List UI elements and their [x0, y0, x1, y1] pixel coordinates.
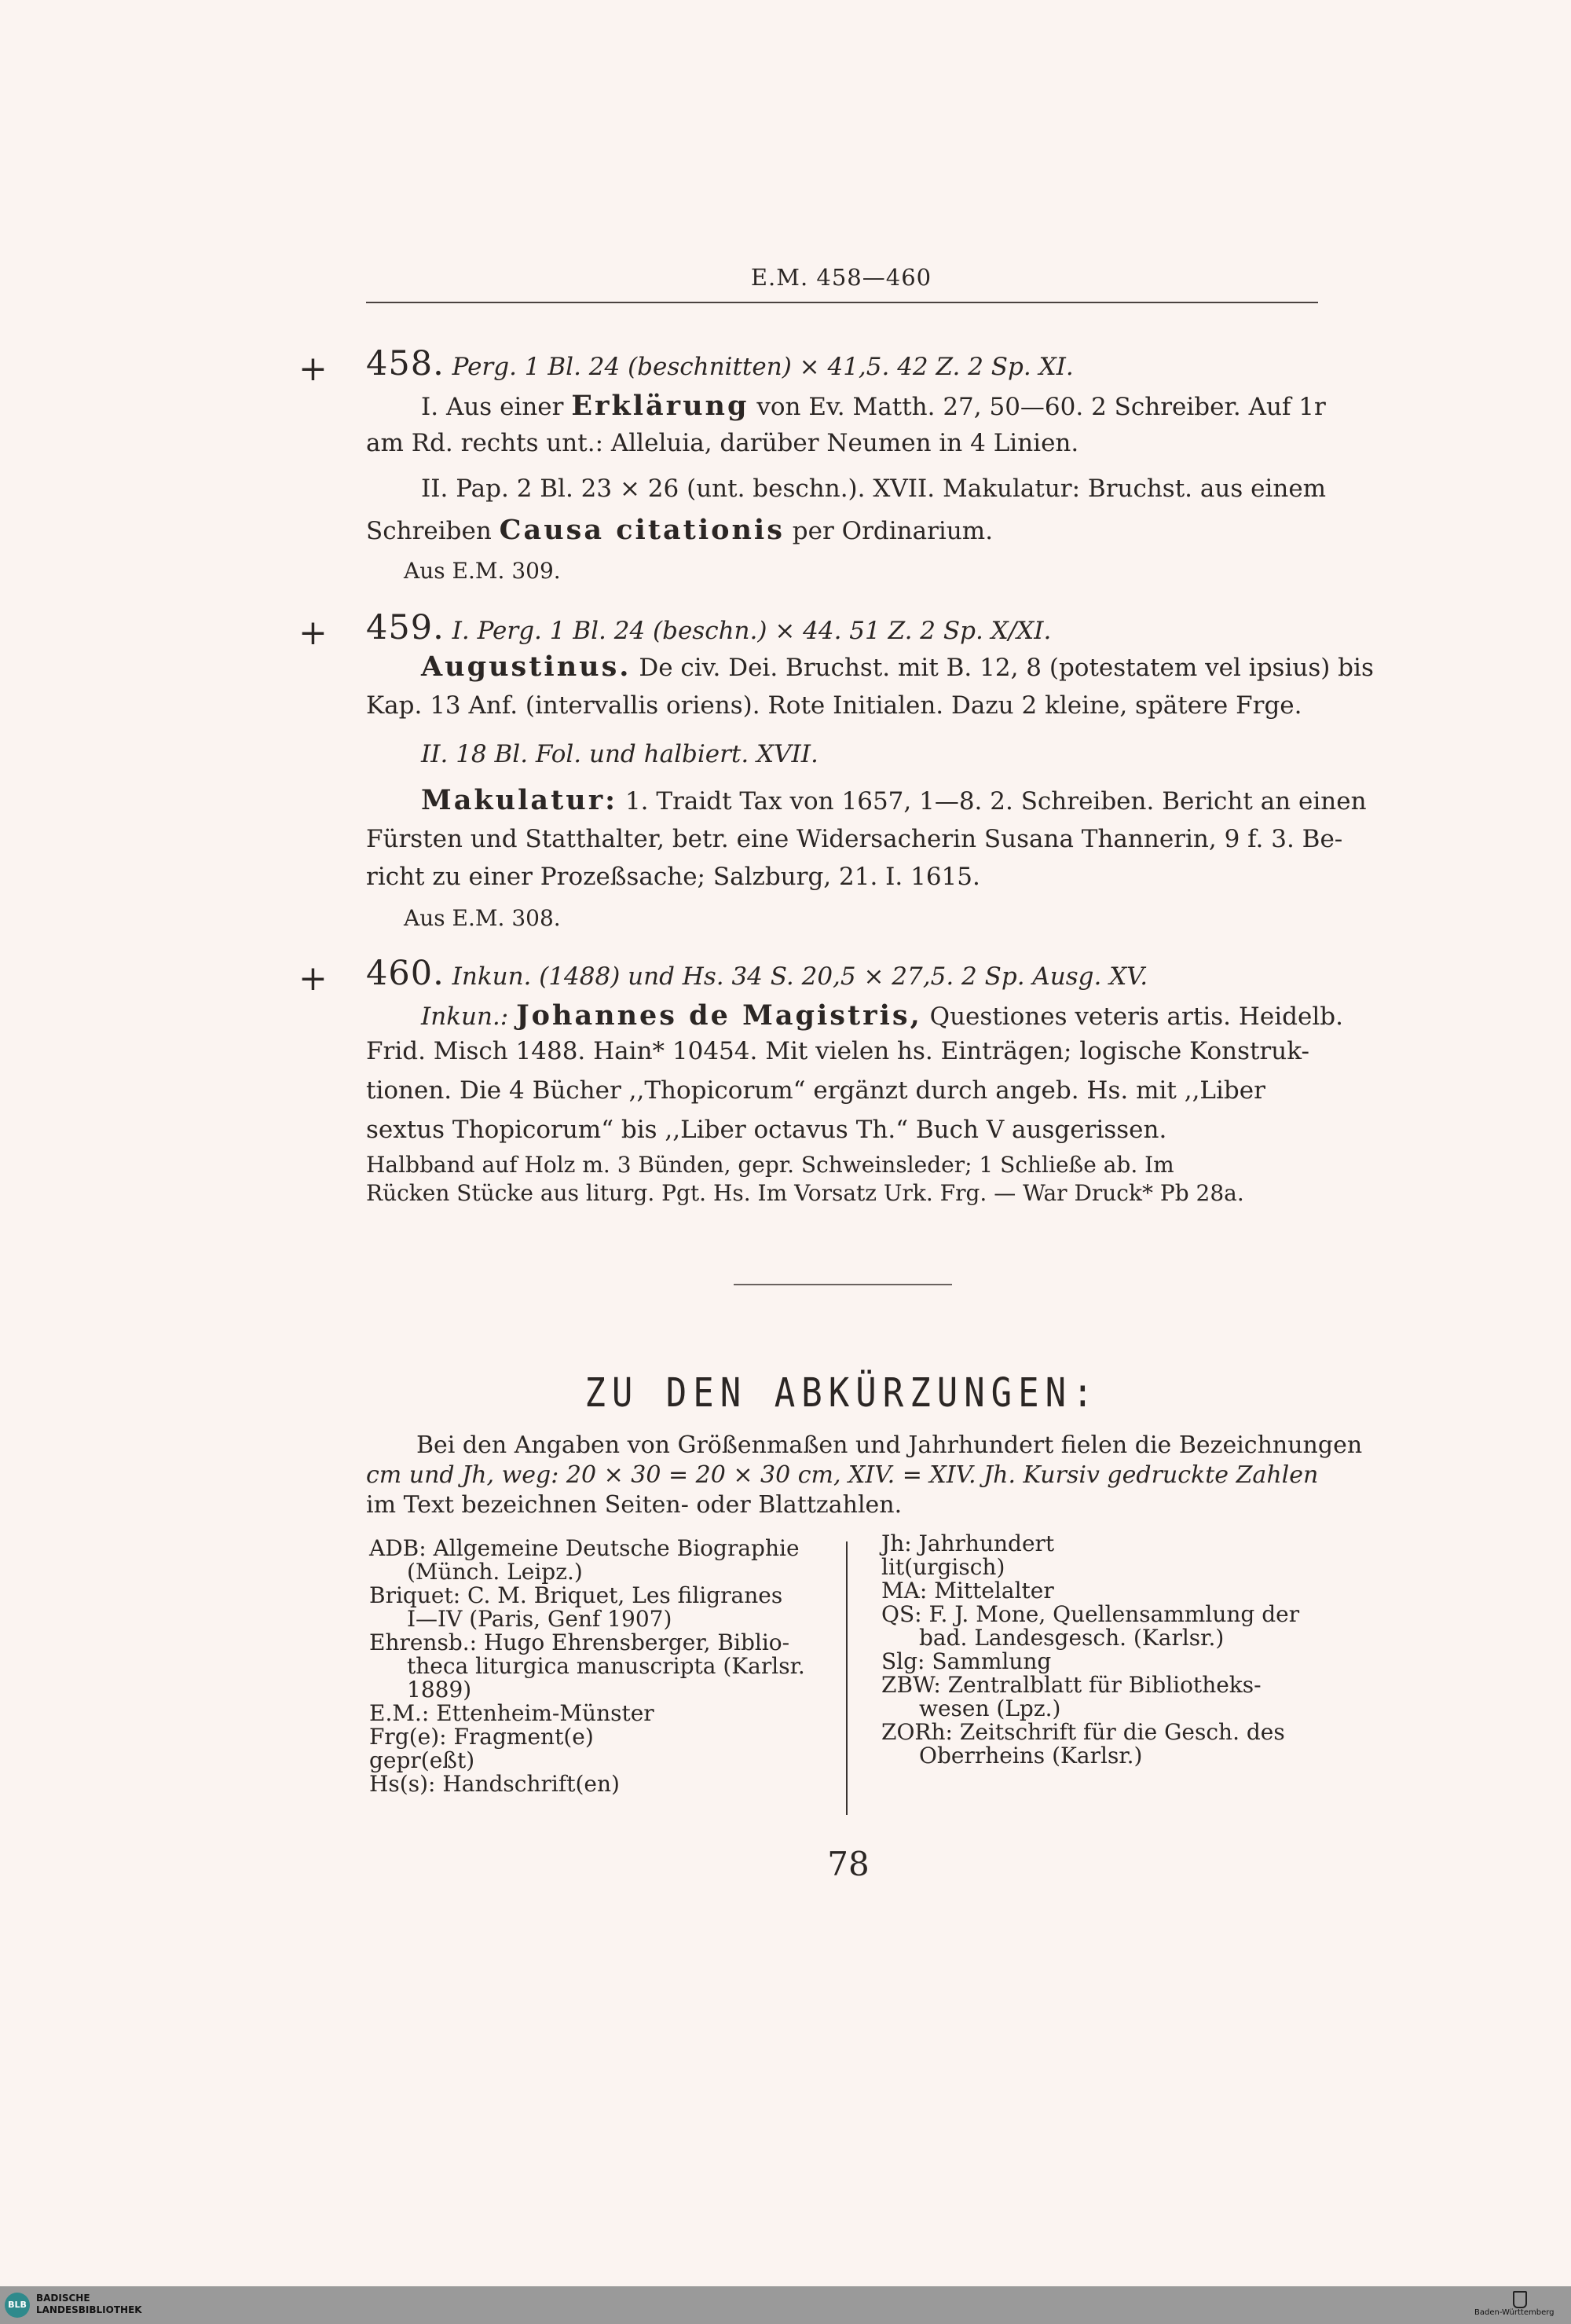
abbreviation-line: MA: Mittelalter: [881, 1578, 1054, 1604]
entry-459-p3-line3: richt zu einer Prozeßsache; Salzburg, 21. I. 1615.: [366, 863, 980, 891]
entry-458-text: I. Aus einer: [421, 393, 564, 421]
abbreviation-line: bad. Landesgesch. (Karlsr.): [919, 1625, 1225, 1651]
entry-459-heading-line: [366, 608, 1051, 647]
entry-458-p2-line1: II. Pap. 2 Bl. 23 × 26 (unt. beschn.). XVII. Makulatur: Bruchst. aus einem: [421, 475, 1327, 503]
library-name: [36, 2293, 142, 2316]
abbreviations-intro-line3: im Text bezeichnen Seiten- oder Blattzahlen.: [366, 1491, 903, 1519]
entry-458-text: von Ev. Matth. 27, 50—60. 2 Schreiber. Auf 1r: [756, 393, 1326, 421]
entry-460-p1-line4: sextus Thopicorum“ bis ,,Liber octavus Th.“ Buch V ausgerissen.: [366, 1116, 1167, 1144]
entry-459-title: Augustinus.: [421, 651, 632, 683]
abbreviation-line: wesen (Lpz.): [919, 1695, 1061, 1721]
abbreviations-intro-line2: cm und Jh, weg: 20 × 30 = 20 × 30 cm, XIV. = XIV. Jh. Kursiv gedruckte Zahlen: [366, 1461, 1319, 1489]
abbreviation-line: gepr(eßt): [369, 1747, 475, 1773]
footer-bar: [0, 2286, 1571, 2324]
entry-460-mark: +: [298, 959, 328, 999]
entry-460-heading-line: [366, 954, 1148, 993]
abbreviation-line: Hs(s): Handschrift(en): [369, 1771, 620, 1797]
abbreviations-left-column: [369, 1537, 805, 1796]
abbreviation-line: E.M.: Ettenheim-Münster: [369, 1700, 654, 1726]
entry-460-p2-line2: Rücken Stücke aus liturg. Pgt. Hs. Im Vorsatz Urk. Frg. — War Druck* Pb 28a.: [366, 1180, 1244, 1206]
entry-458-source: Aus E.M. 309.: [404, 558, 561, 584]
running-header: E.M. 458—460: [750, 264, 932, 291]
entry-460-title: Johannes de Magistris,: [516, 999, 922, 1032]
entry-459-source: Aus E.M. 308.: [404, 905, 561, 931]
entry-460-text: Inkun.:: [421, 1003, 509, 1031]
abbreviation-line: theca liturgica manuscripta (Karlsr.: [407, 1653, 805, 1679]
entry-459-p1-line1: [421, 651, 1374, 683]
entry-458-title: Erklärung: [571, 390, 749, 422]
abbreviation-line: (Münch. Leipz.): [407, 1559, 583, 1585]
entry-458-number: 458.: [366, 344, 445, 383]
entry-459-text: De civ. Dei. Bruchst. mit B. 12, 8 (potestatem vel ipsius) bis: [639, 654, 1374, 682]
abbreviation-line: ZBW: Zentralblatt für Bibliotheks-: [881, 1672, 1262, 1698]
abbreviation-line: lit(urgisch): [881, 1554, 1005, 1580]
abbreviation-line: I—IV (Paris, Genf 1907): [407, 1606, 672, 1632]
abbreviation-line: Slg: Sammlung: [881, 1648, 1052, 1674]
abbreviation-line: Briquet: C. M. Briquet, Les filigranes: [369, 1582, 783, 1608]
abbreviations-title: ZU DEN ABKÜRZUNGEN:: [584, 1370, 1100, 1417]
entry-460-number: 460.: [366, 954, 445, 993]
page-number: 78: [827, 1845, 870, 1883]
entry-460-p1-line2: Frid. Misch 1488. Hain* 10454. Mit vielen hs. Einträgen; logische Konstruk-: [366, 1037, 1309, 1065]
entry-459-number: 459.: [366, 608, 445, 647]
library-logo: BLB: [5, 2293, 30, 2318]
region-label: Baden-Württemberg: [1474, 2308, 1555, 2317]
entry-458-p1-line2: am Rd. rechts unt.: Alleluia, darüber Neumen in 4 Linien.: [366, 429, 1079, 457]
entry-458-title: Causa citationis: [499, 514, 785, 546]
abbreviation-line: Oberrheins (Karlsr.): [919, 1743, 1143, 1769]
section-divider: [734, 1284, 952, 1285]
coat-of-arms-icon: [1513, 2291, 1527, 2308]
entry-460-p1-line3: tionen. Die 4 Bücher ,,Thopicorum“ ergänzt durch angeb. Hs. mit ,,Liber: [366, 1076, 1265, 1105]
library-name-line1: BADISCHE: [36, 2293, 90, 2304]
entry-459-text: 1. Traidt Tax von 1657, 1—8. 2. Schreiben. Bericht an einen: [624, 787, 1367, 816]
abbreviation-line: ZORh: Zeitschrift für die Gesch. des: [881, 1719, 1285, 1745]
entry-459-heading: I. Perg. 1 Bl. 24 (beschn.) × 44. 51 Z. 2 Sp. X/XI.: [452, 617, 1052, 645]
entry-459-p1-line2: Kap. 13 Anf. (intervallis oriens). Rote Initialen. Dazu 2 kleine, spätere Frge.: [366, 691, 1302, 720]
entry-459-p2-line1: II. 18 Bl. Fol. und halbiert. XVII.: [421, 740, 818, 768]
column-divider: [846, 1541, 848, 1815]
abbreviation-line: Ehrensb.: Hugo Ehrensberger, Biblio-: [369, 1629, 790, 1655]
entry-459-p3-line2: Fürsten und Statthalter, betr. eine Widersacherin Susana Thannerin, 9 f. 3. Be-: [366, 825, 1343, 853]
entry-458-p1-line1: [421, 390, 1326, 422]
entry-459-title: Makulatur:: [421, 784, 618, 816]
library-name-line2: LANDESBIBLIOTHEK: [36, 2304, 142, 2315]
abbreviation-line: ADB: Allgemeine Deutsche Biographie: [369, 1535, 800, 1561]
entry-460-p1-line1: [421, 999, 1343, 1032]
entry-459-p3-line1: [421, 784, 1367, 816]
entry-460-heading: Inkun. (1488) und Hs. 34 S. 20,5 × 27,5. 2 Sp. Ausg. XV.: [452, 962, 1148, 991]
entry-459-mark: +: [298, 613, 328, 653]
entry-460-p2-line1: Halbband auf Holz m. 3 Bünden, gepr. Schweinsleder; 1 Schließe ab. Im: [366, 1152, 1174, 1178]
entry-460-text: Questiones veteris artis. Heidelb.: [929, 1003, 1343, 1031]
abbreviation-line: Frg(e): Fragment(e): [369, 1724, 594, 1750]
abbreviation-line: 1889): [407, 1677, 472, 1703]
abbreviations-right-column: [881, 1532, 1299, 1768]
entry-458-heading: Perg. 1 Bl. 24 (beschnitten) × 41,5. 42 Z. 2 Sp. XI.: [452, 353, 1074, 381]
entry-458-text: Schreiben: [366, 517, 492, 545]
entry-458-text: per Ordinarium.: [792, 517, 994, 545]
entry-458-heading-line: [366, 344, 1074, 383]
abbreviation-line: QS: F. J. Mone, Quellensammlung der: [881, 1601, 1300, 1627]
abbreviation-line: Jh: Jahrhundert: [881, 1530, 1055, 1556]
header-rule: [366, 302, 1318, 303]
entry-458-mark: +: [298, 349, 328, 389]
entry-458-p2-line2: [366, 514, 993, 546]
abbreviations-intro-line1: Bei den Angaben von Größenmaßen und Jahrhundert fielen die Bezeichnungen: [416, 1431, 1363, 1459]
